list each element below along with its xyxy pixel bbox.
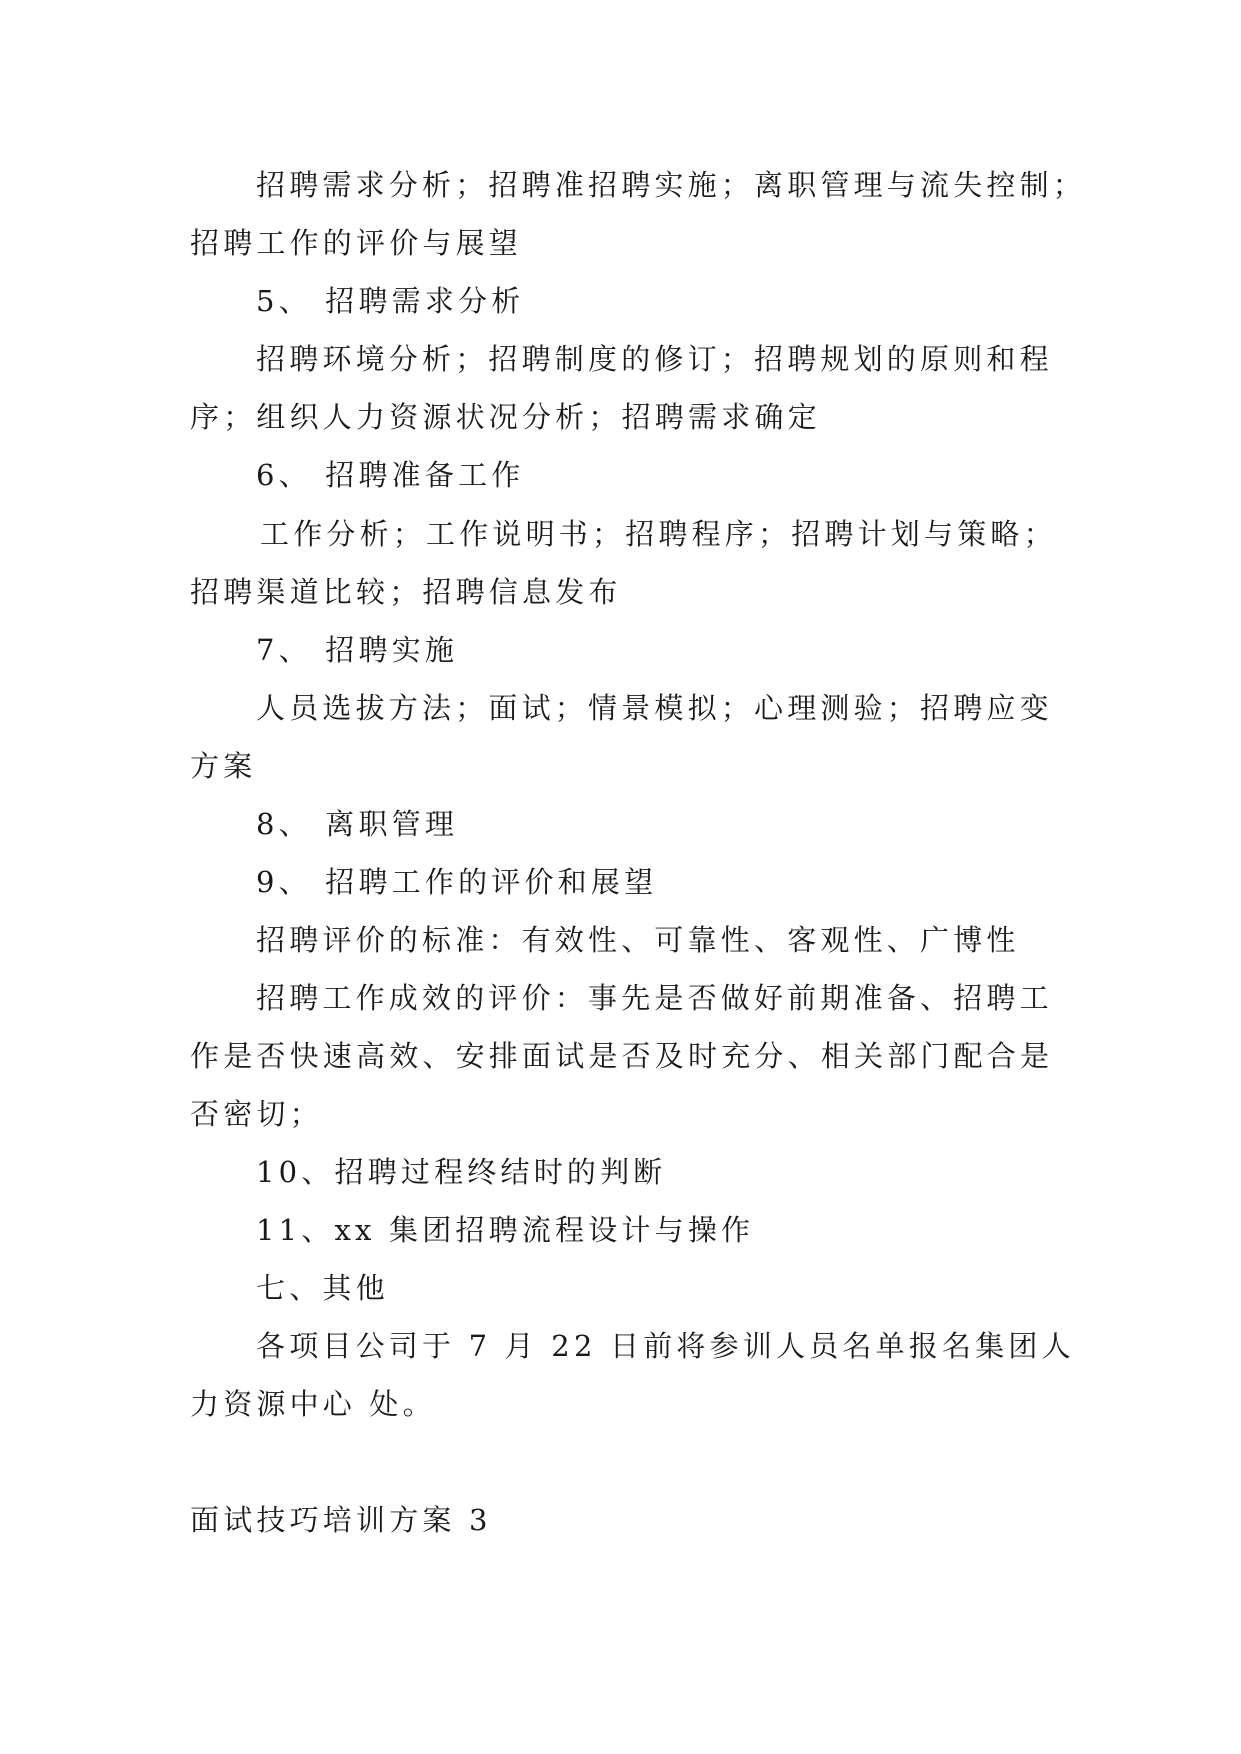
section-heading: 7、 招聘实施 [256,633,459,667]
paragraph-line: 招聘工作的评价与展望 [190,226,523,260]
paragraph-line: 序；组织人力资源状况分析；招聘需求确定 [190,400,821,434]
paragraph-line: 方案 [190,749,257,783]
paragraph-line: 招聘渠道比较；招聘信息发布 [190,575,622,609]
section-heading: 6、 招聘准备工作 [256,458,525,492]
section-heading: 9、 招聘工作的评价和展望 [256,865,658,899]
document-title: 面试技巧培训方案 3 [190,1503,492,1537]
section-heading: 11、xx 集团招聘流程设计与操作 [256,1213,755,1247]
section-heading: 8、 离职管理 [256,807,459,841]
paragraph-line: 招聘环境分析；招聘制度的修订；招聘规划的原则和程 [256,342,1053,376]
paragraph-line: 招聘工作成效的评价：事先是否做好前期准备、招聘工 [256,981,1053,1015]
paragraph-line: 否密切； [190,1097,323,1131]
paragraph-line: 人员选拔方法；面试；情景模拟；心理测验；招聘应变 [256,691,1053,725]
paragraph-line: 招聘评价的标准：有效性、可靠性、客观性、广博性 [256,923,1020,957]
section-heading: 10、招聘过程终结时的判断 [256,1155,667,1189]
paragraph-line: 作是否快速高效、安排面试是否及时充分、相关部门配合是 [190,1039,1054,1073]
paragraph-line: 各项目公司于 7 月 22 日前将参训人员名单报名集团人 [256,1329,1075,1363]
paragraph-line: 招聘需求分析；招聘准招聘实施；离职管理与流失控制； [256,168,1087,202]
paragraph-line: 力资源中心 处。 [190,1387,436,1421]
paragraph-line: 工作分析；工作说明书；招聘程序；招聘计划与策略； [260,517,1057,551]
section-heading: 七、其他 [256,1271,389,1305]
section-heading: 5、 招聘需求分析 [256,284,525,318]
